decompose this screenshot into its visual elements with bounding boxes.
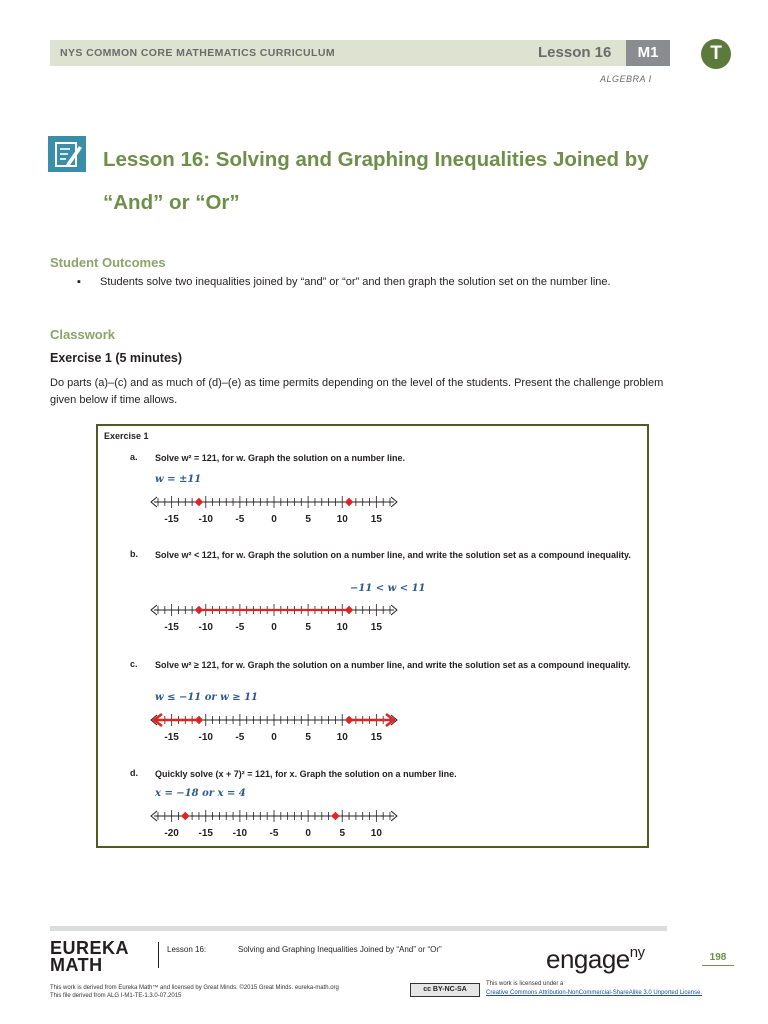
tick-label: -15	[164, 514, 179, 525]
number-line-a	[150, 492, 400, 526]
item-d-answer: x = −18 or x = 4	[155, 788, 246, 799]
lesson-label: Lesson 16	[538, 44, 612, 61]
item-b-text: Solve w² < 121, for w. Graph the solution on a number line, and write the solution set as a compound inequality.	[155, 550, 631, 560]
cc-license-badge[interactable]: cc BY-NC-SA	[410, 983, 480, 997]
tick-label: -10	[198, 732, 213, 743]
tick-label: 10	[370, 828, 382, 839]
exercise-heading: Exercise 1 (5 minutes)	[50, 351, 183, 365]
tick-label: -10	[232, 828, 248, 839]
tick-label: -5	[235, 514, 245, 525]
outcomes-heading: Student Outcomes	[50, 255, 166, 270]
engageny-logo: engage$^{ny}$	[546, 944, 645, 974]
item-c-answer: w ≤ −11 or w ≥ 11	[155, 692, 259, 703]
license-link[interactable]: Creative Commons Attribution-NonCommercial-ShareAlike 3.0 Unported License.	[486, 990, 703, 996]
tick-label: 15	[370, 622, 382, 633]
outcome-item: Students solve two inequalities joined by “and” or “or” and then graph the solution set on the number line.	[100, 276, 611, 288]
tick-label: 0	[271, 514, 277, 525]
item-a-answer: w = ±11	[155, 474, 202, 485]
solution-point	[345, 716, 353, 724]
license-text: This work is licensed under a	[486, 981, 564, 987]
course-label: ALGEBRA I	[600, 74, 652, 84]
item-d-label: d.	[130, 768, 138, 778]
solution-point	[181, 812, 189, 820]
tick-label: 5	[339, 828, 346, 839]
tick-label: 10	[336, 514, 348, 525]
tick-label: -5	[235, 732, 245, 743]
number-line-c	[150, 710, 400, 744]
footer-lesson: Lesson 16:	[167, 945, 207, 954]
solution-point	[195, 606, 203, 614]
number-line-b	[150, 600, 400, 634]
solution-point	[345, 606, 353, 614]
solution-point	[195, 716, 203, 724]
notepad-pencil-icon	[48, 136, 86, 172]
page-number: 198	[702, 952, 734, 966]
exercise-box-title: Exercise 1	[104, 431, 149, 441]
legal-line-1: This work is derived from Eureka Math™ and licensed by Great Minds. ©2015 Great Minds. eureka-math.org	[50, 985, 339, 991]
solution-point	[345, 498, 353, 506]
teacher-badge: T	[701, 39, 731, 69]
tick-label: -20	[164, 828, 179, 839]
tick-label: 0	[271, 622, 277, 633]
curriculum-label: NYS COMMON CORE MATHEMATICS CURRICULUM	[60, 47, 335, 59]
tick-label: 0	[305, 828, 311, 839]
tick-label: 10	[336, 622, 348, 633]
item-b-label: b.	[130, 549, 138, 559]
solution-point	[331, 812, 339, 820]
tick-label: 10	[336, 732, 348, 743]
tick-label: -10	[198, 622, 213, 633]
exercise-intro: Do parts (a)–(c) and as much of (d)–(e) as time permits depending on the level of the students. Present the challenge problem given below if time allows.	[50, 377, 664, 406]
tick-label: 5	[305, 732, 311, 743]
number-line-d	[150, 806, 400, 840]
tick-label: -5	[235, 622, 245, 633]
tick-label: 15	[370, 732, 382, 743]
item-c-text: Solve w² ≥ 121, for w. Graph the solution on a number line, and write the solution set as a compound inequality.	[155, 660, 631, 670]
tick-label: -15	[164, 622, 179, 633]
module-badge: M1	[626, 40, 670, 66]
item-a-text: Solve w² = 121, for w. Graph the solution on a number line.	[155, 453, 405, 463]
tick-label: 15	[370, 514, 382, 525]
item-c-label: c.	[130, 659, 138, 669]
item-a-label: a.	[130, 452, 138, 462]
footer-lesson-title: Solving and Graphing Inequalities Joined by “And” or “Or”	[238, 945, 442, 954]
tick-label: 5	[305, 514, 311, 525]
classwork-heading: Classwork	[50, 327, 116, 342]
tick-label: 5	[305, 622, 311, 633]
tick-label: -10	[198, 514, 213, 525]
page-title: Lesson 16: Solving and Graphing Inequalities Joined by “And” or “Or”	[103, 148, 649, 214]
item-b-answer: −11 < w < 11	[350, 583, 426, 594]
item-d-text: Quickly solve (x + 7)² = 121, for x. Graph the solution on a number line.	[155, 769, 457, 779]
solution-point	[195, 498, 203, 506]
eureka-math-logo: EUREKA MATH	[50, 938, 130, 975]
legal-line-2: This file derived from ALG I-M1-TE-1.3.0-07.2015	[50, 993, 182, 999]
bullet-icon: ▪	[77, 276, 81, 288]
tick-label: -5	[269, 828, 279, 839]
tick-label: 0	[271, 732, 277, 743]
footer-separator	[158, 942, 159, 968]
exercise-box	[96, 424, 649, 848]
footer-rule	[50, 926, 667, 931]
tick-label: -15	[198, 828, 213, 839]
tick-label: -15	[164, 732, 179, 743]
